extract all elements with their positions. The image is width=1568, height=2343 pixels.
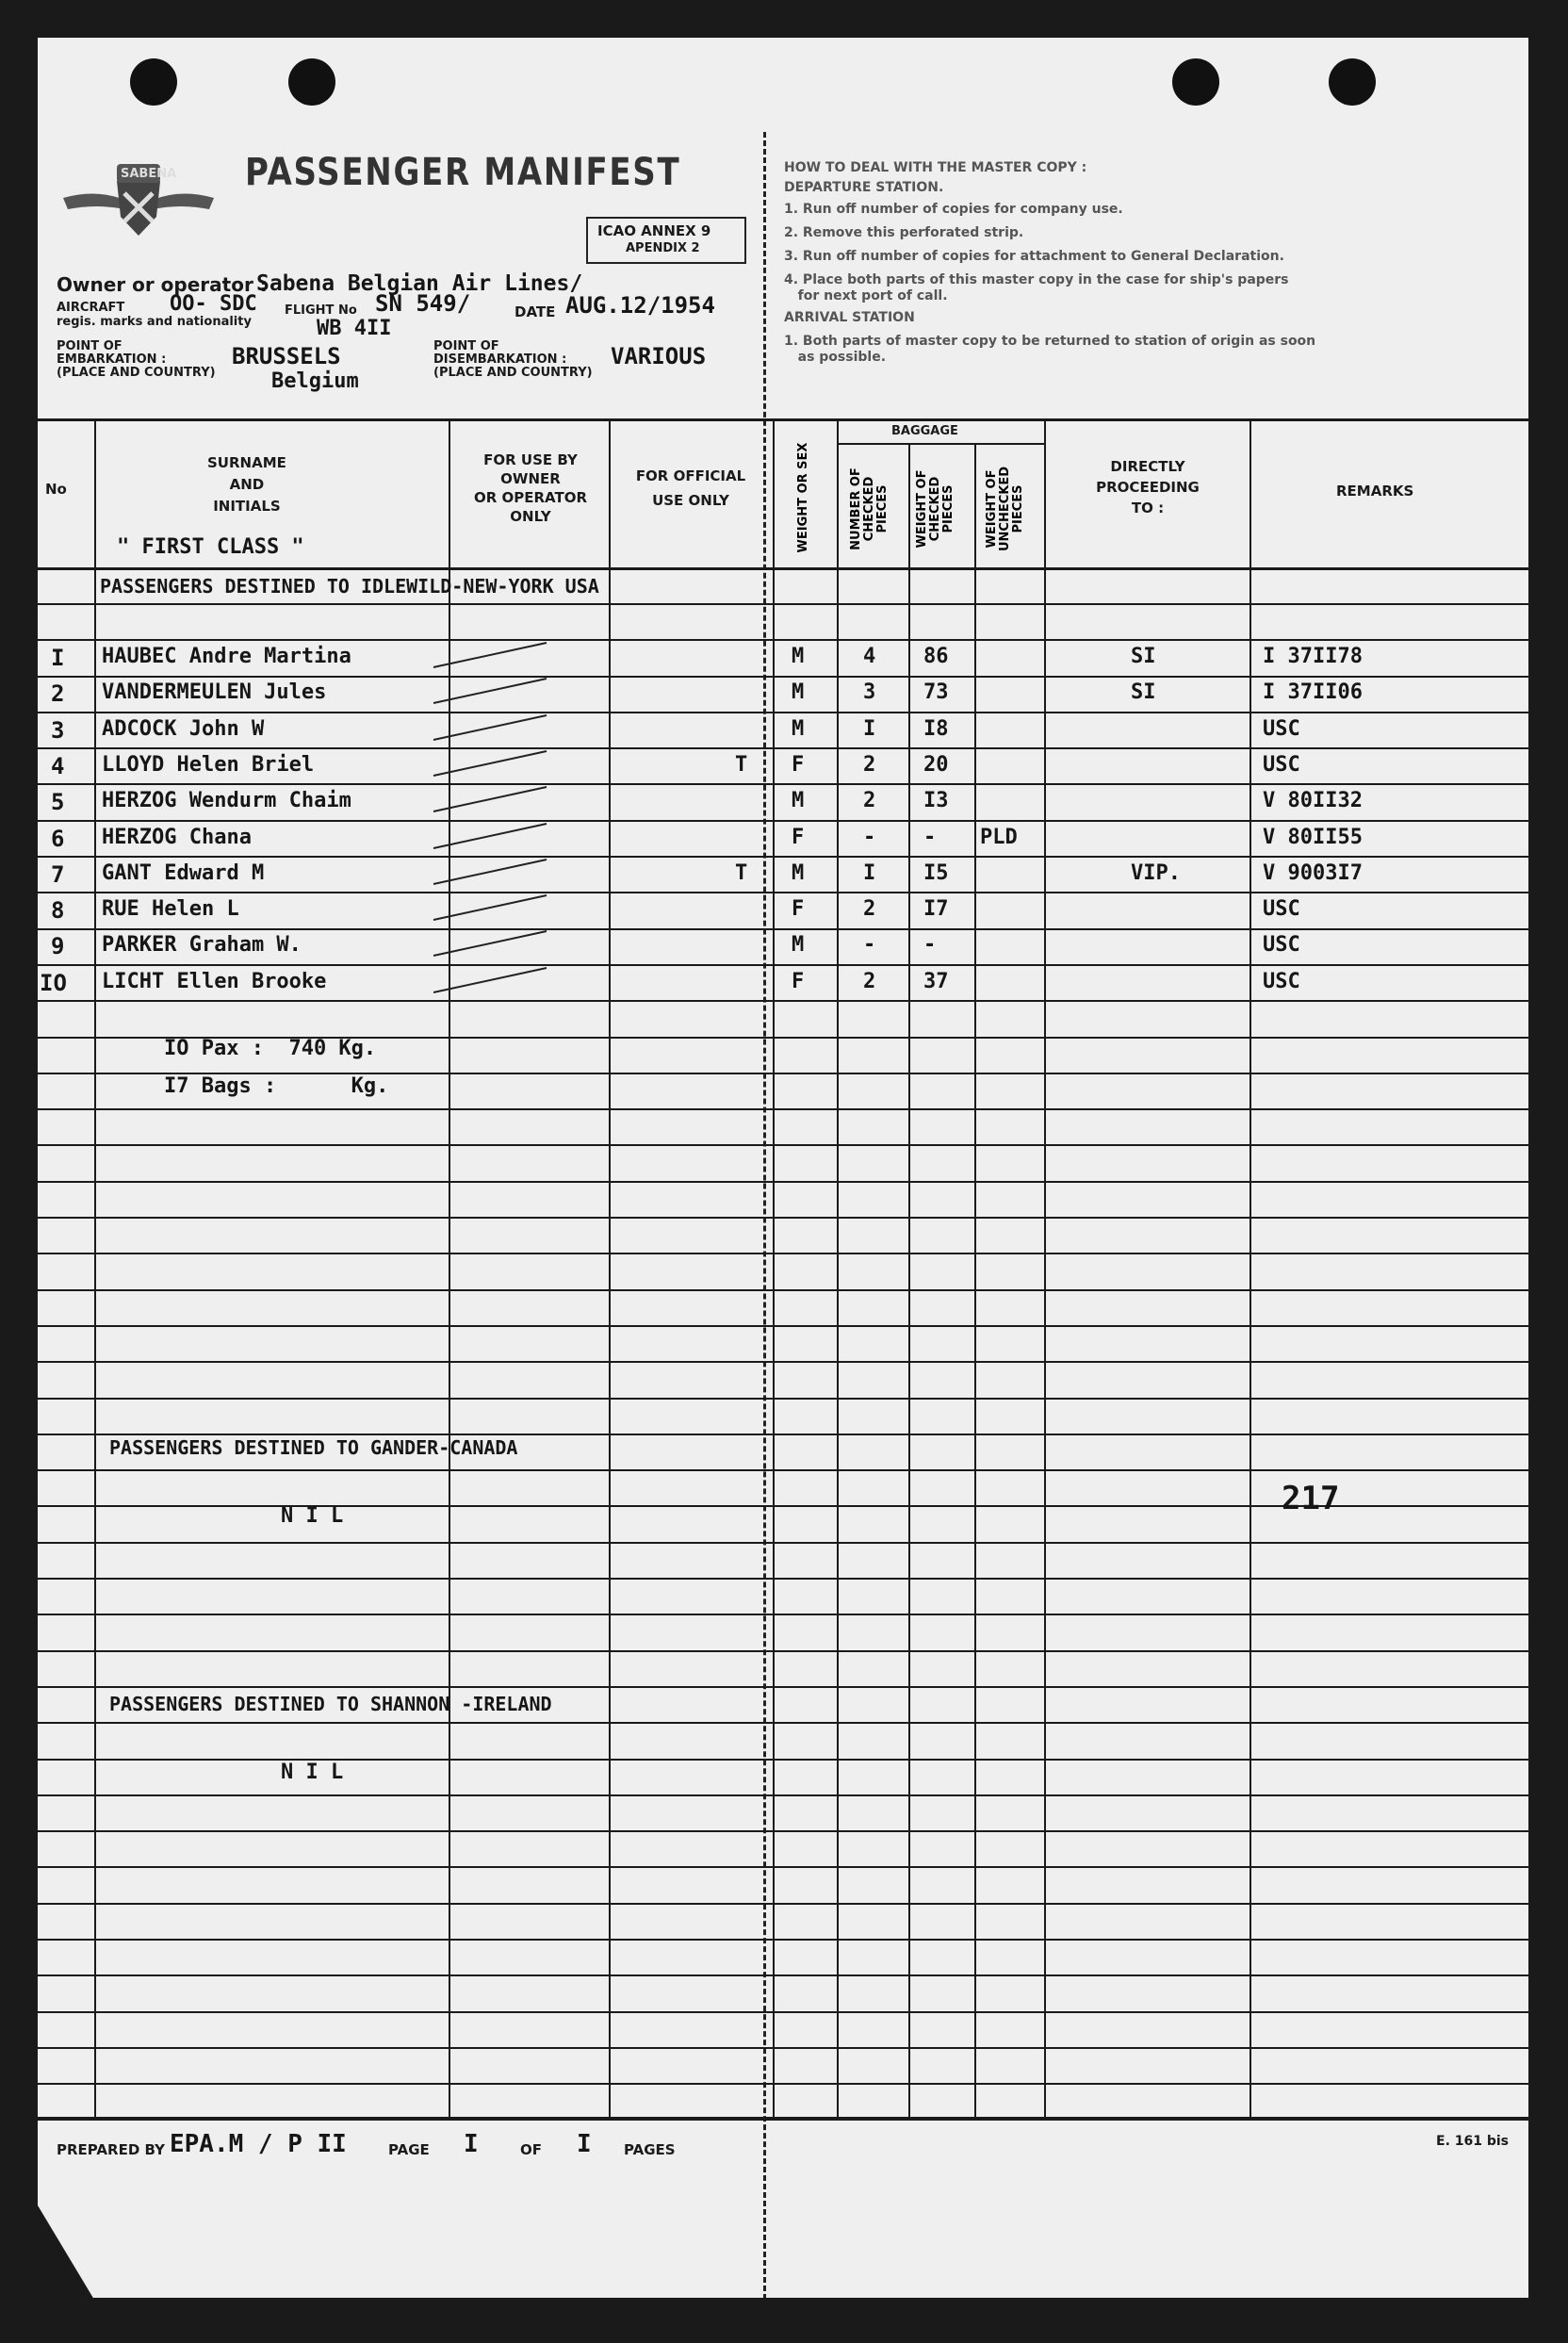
check-mark-icon: [424, 746, 556, 783]
ruled-line: [38, 1578, 1528, 1580]
arrival-step-1b: as possible.: [784, 350, 887, 365]
col-header-proceeding: DIRECTLY PROCEEDING TO :: [1096, 458, 1200, 516]
passenger-sex: M: [792, 645, 805, 668]
ruled-line: [38, 964, 1528, 966]
manifest-sheet: [38, 38, 1528, 2298]
punch-hole-1: [130, 58, 177, 106]
passenger-weight: 86: [923, 645, 949, 668]
passenger-no: 3: [51, 717, 65, 744]
ruled-line: [38, 1253, 1528, 1254]
punch-hole-4: [1329, 58, 1376, 106]
table-bottom-rule: [38, 2117, 1528, 2121]
flight-value: SN 549/: [375, 290, 471, 317]
ruled-line: [38, 1830, 1528, 1832]
passenger-sex: M: [792, 680, 805, 704]
folded-corner: [38, 2205, 94, 2298]
class-label: " FIRST CLASS ": [117, 535, 304, 559]
ruled-line: [38, 1361, 1528, 1363]
ruled-line: [38, 928, 1528, 930]
passenger-unchecked: PLD: [980, 826, 1018, 849]
passenger-sex: M: [792, 717, 805, 741]
ruled-line: [38, 783, 1528, 785]
passenger-proceeding: SI: [1131, 645, 1156, 668]
page-title: PASSENGER MANIFEST: [245, 151, 681, 194]
passenger-remarks: V 80II32: [1263, 789, 1363, 812]
passenger-remarks: USC: [1263, 753, 1300, 777]
col-header-num-checked: NUMBER OF CHECKED PIECES: [849, 467, 890, 550]
instruction-step-4: 4. Place both parts of this master copy in the case for ship's papers: [784, 272, 1289, 287]
passenger-weight: I8: [923, 717, 949, 741]
passenger-name: ADCOCK John W: [102, 717, 265, 741]
passenger-pieces: 2: [863, 970, 876, 993]
ruled-line: [38, 1974, 1528, 1976]
arrival-step-1: 1. Both parts of master copy to be returned to station of origin as soon: [784, 334, 1316, 349]
ruled-line: [38, 1759, 1528, 1761]
ruled-line: [38, 1000, 1528, 1002]
col-header-surname: SURNAME AND INITIALS: [207, 454, 286, 515]
passenger-no: 2: [51, 680, 65, 707]
punch-hole-2: [288, 58, 335, 106]
passenger-sex: M: [792, 933, 805, 957]
embark-country: Belgium: [271, 369, 359, 393]
ruled-line: [38, 1686, 1528, 1688]
col-header-remarks: REMARKS: [1336, 483, 1414, 500]
instruction-step-1: 1. Run off number of copies for company use.: [784, 202, 1123, 217]
col-sep-sex: [837, 418, 839, 2119]
aircraft-value: OO- SDC: [170, 292, 257, 316]
passenger-name: LLOYD Helen Briel: [102, 753, 315, 777]
instructions-arrival: ARRIVAL STATION: [784, 310, 915, 325]
stamp-number: 217: [1282, 1480, 1340, 1517]
col-header-baggage: BAGGAGE: [891, 424, 958, 438]
prepared-label: PREPARED BY: [57, 2141, 165, 2158]
page-label: PAGE: [388, 2141, 430, 2158]
wb-value: WB 4II: [317, 317, 392, 340]
passenger-pieces: 3: [863, 680, 876, 704]
check-mark-icon: [424, 637, 556, 675]
ruled-line: [38, 1794, 1528, 1796]
perforation-line: [763, 132, 766, 2298]
baggage-rule: [837, 443, 1044, 445]
passenger-no: 9: [51, 933, 65, 959]
embark-label-2: EMBARKATION :: [57, 352, 167, 367]
aircraft-label-2: regis. marks and nationality: [57, 315, 252, 329]
icao-line-1: ICAO ANNEX 9: [597, 222, 711, 239]
ruled-line: [38, 1939, 1528, 1941]
embark-label-1: POINT OF: [57, 339, 122, 353]
check-mark-icon: [424, 710, 556, 747]
ruled-line: [38, 603, 1528, 605]
section-shannon-heading: PASSENGERS DESTINED TO SHANNON -IRELAND: [109, 1693, 552, 1715]
passenger-sex: F: [792, 753, 805, 777]
of-label: OF: [520, 2141, 542, 2158]
ruled-line: [38, 1469, 1528, 1471]
check-mark-icon: [424, 962, 556, 1000]
form-code: E. 161 bis: [1436, 2134, 1510, 2149]
passenger-no: 5: [51, 789, 65, 815]
icao-box: [586, 217, 746, 264]
embark-label-3: (PLACE AND COUNTRY): [57, 366, 216, 380]
passenger-sex: F: [792, 897, 805, 921]
ruled-line: [38, 747, 1528, 749]
col-header-weight-checked: WEIGHT OF CHECKED PIECES: [915, 469, 956, 549]
owner-label: Owner or operator :: [57, 273, 268, 296]
icao-line-2: APENDIX 2: [626, 241, 700, 255]
ruled-line: [38, 1108, 1528, 1110]
passenger-pieces: 4: [863, 645, 876, 668]
passenger-sex: M: [792, 789, 805, 812]
instructions-heading: HOW TO DEAL WITH THE MASTER COPY :: [784, 160, 1087, 175]
check-mark-icon: [424, 818, 556, 856]
section-gander-heading: PASSENGERS DESTINED TO GANDER-CANADA: [109, 1436, 518, 1459]
instruction-step-4b: for next port of call.: [784, 288, 948, 303]
disembark-label-2: DISEMBARKATION :: [433, 352, 567, 367]
of-value: I: [577, 2130, 592, 2158]
ruled-line: [38, 1181, 1528, 1183]
ruled-line: [38, 1325, 1528, 1327]
table-top-rule: [38, 418, 1528, 421]
date-label: DATE: [514, 303, 556, 320]
owner-value: Sabena Belgian Air Lines/: [256, 271, 583, 296]
passenger-pieces: -: [863, 933, 876, 957]
passenger-weight: I7: [923, 897, 949, 921]
instruction-step-3: 3. Run off number of copies for attachment to General Declaration.: [784, 249, 1284, 264]
ruled-line: [38, 2083, 1528, 2085]
passenger-name: HERZOG Wendurm Chaim: [102, 789, 351, 812]
passenger-sex: M: [792, 861, 805, 885]
ruled-line: [38, 1650, 1528, 1652]
passenger-pieces: 2: [863, 897, 876, 921]
passenger-no: 4: [51, 753, 65, 779]
ruled-line: [38, 2047, 1528, 2049]
col-header-owner-use: FOR USE BY OWNER OR OPERATOR ONLY: [473, 451, 588, 525]
passenger-weight: 37: [923, 970, 949, 993]
ruled-line: [38, 1217, 1528, 1219]
passenger-official-mark: T: [735, 861, 748, 885]
embark-city: BRUSSELS: [232, 343, 341, 369]
ruled-line: [38, 676, 1528, 678]
passenger-pieces: 2: [863, 753, 876, 777]
aircraft-label: AIRCRAFT: [57, 301, 125, 315]
ruled-line: [38, 820, 1528, 822]
passenger-no: IO: [40, 970, 67, 996]
passenger-remarks: USC: [1263, 897, 1300, 921]
passenger-weight: -: [923, 826, 937, 849]
passenger-no: I: [51, 645, 65, 671]
ruled-line: [38, 1398, 1528, 1400]
col-header-weight-unchecked: WEIGHT OF UNCHECKED PIECES: [985, 466, 1025, 552]
section-shannon-nil: N I L: [281, 1761, 344, 1784]
ruled-line: [38, 1289, 1528, 1291]
pages-label: PAGES: [624, 2141, 676, 2158]
col-header-weight-sex: WEIGHT OR SEX: [796, 442, 810, 553]
passenger-sex: F: [792, 970, 805, 993]
col-header-official: FOR OFFICIAL USE ONLY: [635, 467, 746, 509]
col-sep-owner: [609, 418, 611, 2119]
disembark-label-3: (PLACE AND COUNTRY): [433, 366, 593, 380]
passenger-pieces: I: [863, 717, 876, 741]
disembark-value: VARIOUS: [611, 343, 707, 369]
ruled-line: [38, 1866, 1528, 1868]
prepared-value: EPA.M / P II: [170, 2130, 347, 2158]
ruled-line: [38, 1614, 1528, 1615]
passenger-remarks: USC: [1263, 933, 1300, 957]
page-value: I: [464, 2130, 479, 2158]
passenger-name: VANDERMEULEN Jules: [102, 680, 327, 704]
ruled-line: [38, 1903, 1528, 1905]
section-idlewild-heading: PASSENGERS DESTINED TO IDLEWILD-NEW-YORK USA: [100, 575, 599, 598]
passenger-pieces: -: [863, 826, 876, 849]
ruled-line: [38, 1434, 1528, 1435]
passenger-remarks: USC: [1263, 717, 1300, 741]
date-value: AUG.12/1954: [565, 292, 715, 319]
passenger-proceeding: SI: [1131, 680, 1156, 704]
ruled-line: [38, 639, 1528, 641]
check-mark-icon: [424, 926, 556, 963]
passenger-name: LICHT Ellen Brooke: [102, 970, 327, 993]
passenger-remarks: I 37II78: [1263, 645, 1363, 668]
passenger-remarks: V 80II55: [1263, 826, 1363, 849]
passenger-remarks: V 9003I7: [1263, 861, 1363, 885]
check-mark-icon: [424, 781, 556, 819]
check-mark-icon: [424, 854, 556, 892]
passenger-remarks: I 37II06: [1263, 680, 1363, 704]
ruled-line: [38, 712, 1528, 713]
table-header-rule: [38, 567, 1528, 570]
ruled-line: [38, 2011, 1528, 2013]
col-sep-official: [773, 418, 775, 2119]
passenger-pieces: 2: [863, 789, 876, 812]
passenger-name: PARKER Graham W.: [102, 933, 302, 957]
passenger-weight: 73: [923, 680, 949, 704]
instructions-block: [784, 160, 1462, 366]
col-header-no: No: [45, 481, 67, 498]
section-gander-nil: N I L: [281, 1504, 344, 1528]
passenger-pieces: I: [863, 861, 876, 885]
total-pax: IO Pax : 740 Kg.: [164, 1037, 377, 1060]
ruled-line: [38, 856, 1528, 858]
passenger-proceeding: VIP.: [1131, 861, 1181, 885]
punch-hole-3: [1172, 58, 1219, 106]
passenger-weight: I3: [923, 789, 949, 812]
passenger-name: GANT Edward M: [102, 861, 265, 885]
col-sep-proceed: [1250, 418, 1251, 2119]
passenger-weight: -: [923, 933, 937, 957]
instruction-step-2: 2. Remove this perforated strip.: [784, 225, 1024, 240]
passenger-no: 8: [51, 897, 65, 924]
passenger-no: 7: [51, 861, 65, 888]
sabena-logo: [58, 160, 219, 245]
logo-text: SABENA: [121, 167, 177, 181]
total-bags: I7 Bags : Kg.: [164, 1074, 389, 1098]
passenger-name: RUE Helen L: [102, 897, 239, 921]
col-sep-no: [94, 418, 96, 2119]
ruled-line: [38, 1542, 1528, 1544]
passenger-name: HERZOG Chana: [102, 826, 252, 849]
passenger-official-mark: T: [735, 753, 748, 777]
check-mark-icon: [424, 673, 556, 711]
ruled-line: [38, 892, 1528, 893]
col-sep-unchecked: [1044, 418, 1046, 2119]
passenger-name: HAUBEC Andre Martina: [102, 645, 351, 668]
passenger-weight: I5: [923, 861, 949, 885]
disembark-label-1: POINT OF: [433, 339, 499, 353]
ruled-line: [38, 1144, 1528, 1146]
passenger-weight: 20: [923, 753, 949, 777]
passenger-sex: F: [792, 826, 805, 849]
check-mark-icon: [424, 890, 556, 927]
flight-label: FLIGHT No: [285, 303, 357, 318]
passenger-no: 6: [51, 826, 65, 852]
ruled-line: [38, 1722, 1528, 1724]
instructions-departure: DEPARTURE STATION.: [784, 180, 944, 195]
passenger-remarks: USC: [1263, 970, 1300, 993]
